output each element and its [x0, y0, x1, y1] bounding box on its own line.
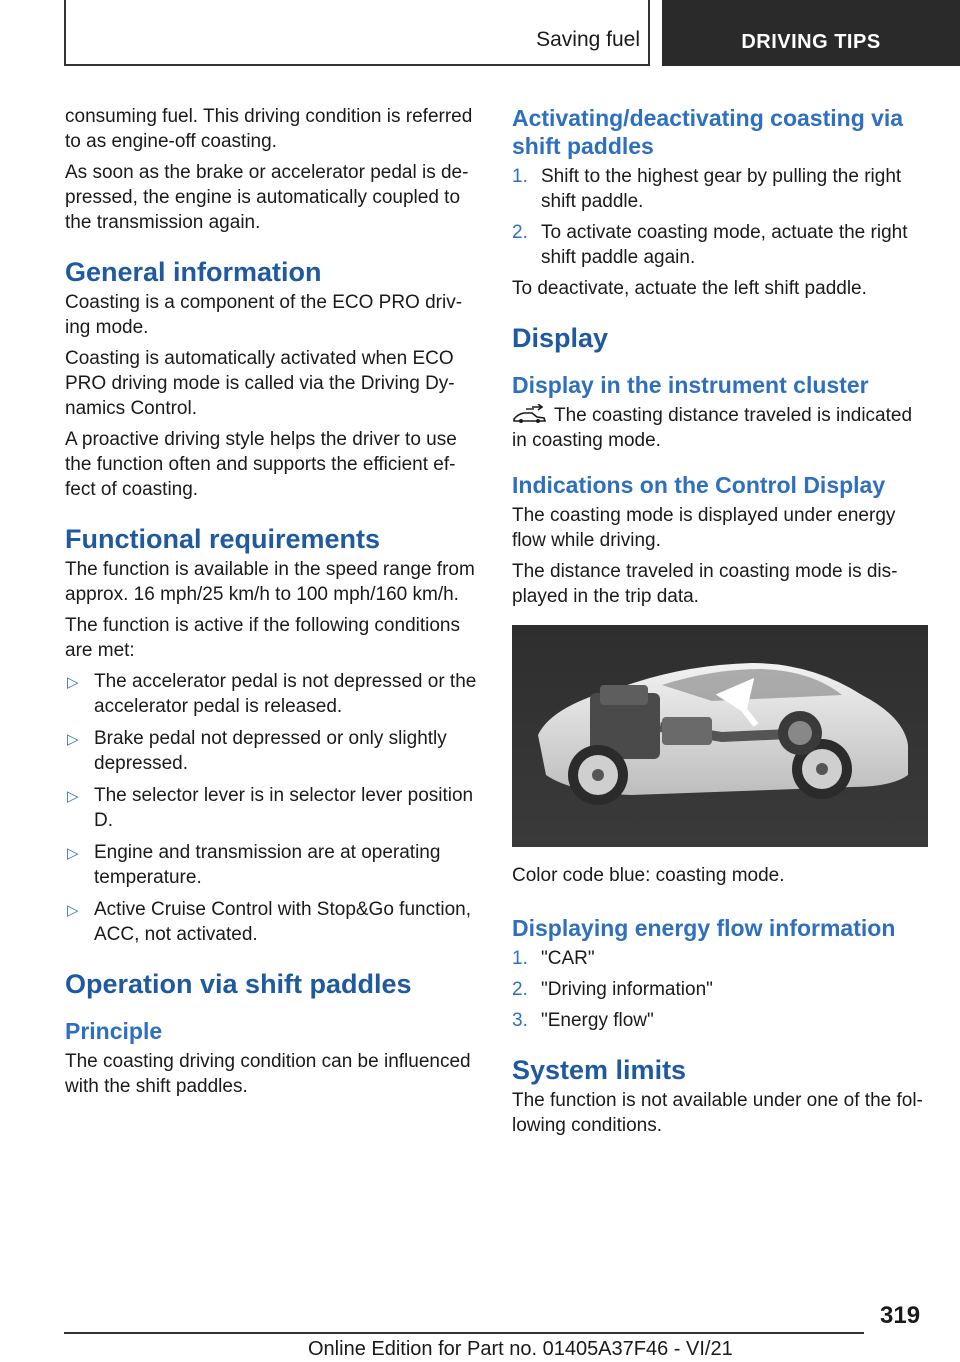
paragraph: Coasting is a component of the ECO PRO driv-ing mode. [65, 292, 463, 338]
heading-system-limits: System limits [512, 1055, 687, 1085]
paragraph: The coasting driving condition can be influenced with the shift paddles. [65, 1051, 471, 1097]
car-drivetrain-image [512, 625, 928, 847]
coasting-icon [512, 404, 548, 424]
paragraph: The function is available in the speed range from approx. 16 mph/25 km/h to 100 mph/160 km/h. [65, 559, 475, 605]
heading-functional-requirements: Functional requirements [65, 524, 381, 554]
heading-activating-coasting: Activating/deactivating coasting via shift paddles [512, 105, 904, 159]
paragraph: The distance traveled in coasting mode is dis-played in the trip data. [512, 561, 898, 607]
list-item: 2. "Driving information" [512, 979, 713, 1000]
heading-general-information: General information [65, 257, 322, 287]
paragraph: The function is active if the following conditions are met: [65, 615, 460, 661]
triangle-bullet-icon: ▷ [67, 845, 79, 862]
left-column [65, 104, 483, 1105]
header-section-title: Saving fuel [536, 28, 640, 51]
paragraph: The function is not available under one of the fol-lowing conditions. [512, 1090, 923, 1136]
paragraph: consuming fuel. This driving condition is referred to as engine-off coasting. [65, 106, 473, 152]
footer-divider [64, 1332, 864, 1334]
list-item: ▷ Brake pedal not depressed or only slightly depressed. [67, 728, 447, 774]
figure-caption: Color code blue: coasting mode. [512, 865, 785, 886]
triangle-bullet-icon: ▷ [67, 731, 79, 748]
heading-control-display: Indications on the Control Display [512, 472, 886, 498]
triangle-bullet-icon: ▷ [67, 674, 79, 691]
conditions-list [65, 669, 483, 947]
paragraph: Coasting is automatically activated when ECO PRO driving mode is called via the Driving Dy-namics Control. [65, 348, 455, 419]
footer-edition: Online Edition for Part no. 01405A37F46 - VI/21 [308, 1338, 733, 1360]
list-item: 1. "CAR" [512, 948, 595, 969]
paragraph: As soon as the brake or accelerator pedal is de-pressed, the engine is automatically coupled to the transmission again. [65, 162, 469, 233]
triangle-bullet-icon: ▷ [67, 902, 79, 919]
heading-instrument-cluster: Display in the instrument cluster [512, 372, 869, 398]
heading-principle: Principle [65, 1018, 163, 1044]
paragraph: The coasting mode is displayed under energy flow while driving. [512, 505, 896, 551]
list-item: ▷ The accelerator pedal is not depressed or the accelerator pedal is released. [67, 671, 477, 717]
list-item: 3. "Energy flow" [512, 1010, 654, 1031]
list-item: 1. Shift to the highest gear by pulling the right shift paddle. [512, 166, 902, 212]
steps-list [512, 164, 930, 270]
coasting-mode-illustration [512, 625, 928, 847]
paragraph: To deactivate, actuate the left shift paddle. [512, 278, 867, 299]
page-number: 319 [880, 1302, 921, 1329]
triangle-bullet-icon: ▷ [67, 788, 79, 805]
list-item: 2. To activate coasting mode, actuate the right shift paddle again. [512, 222, 908, 268]
heading-display: Display [512, 323, 609, 353]
menu-path-list [512, 946, 930, 1033]
right-column [512, 104, 930, 1144]
header-chapter-label: DRIVING TIPS [741, 31, 881, 53]
header-chapter-tab [662, 0, 960, 66]
heading-energy-flow: Displaying energy flow information [512, 915, 896, 941]
list-item: ▷ Engine and transmission are at operating temperature. [67, 842, 441, 888]
heading-operation-shift-paddles: Operation via shift paddles [65, 969, 412, 999]
paragraph: A proactive driving style helps the driver to use the function often and supports the efficient ef-fect of coasting. [65, 429, 457, 500]
list-item: ▷ The selector lever is in selector lever position D. [67, 785, 474, 831]
paragraph: The coasting distance traveled is indicated in coasting mode. [512, 405, 913, 451]
list-item: ▷ Active Cruise Control with Stop&Go function, ACC, not activated. [67, 899, 472, 945]
